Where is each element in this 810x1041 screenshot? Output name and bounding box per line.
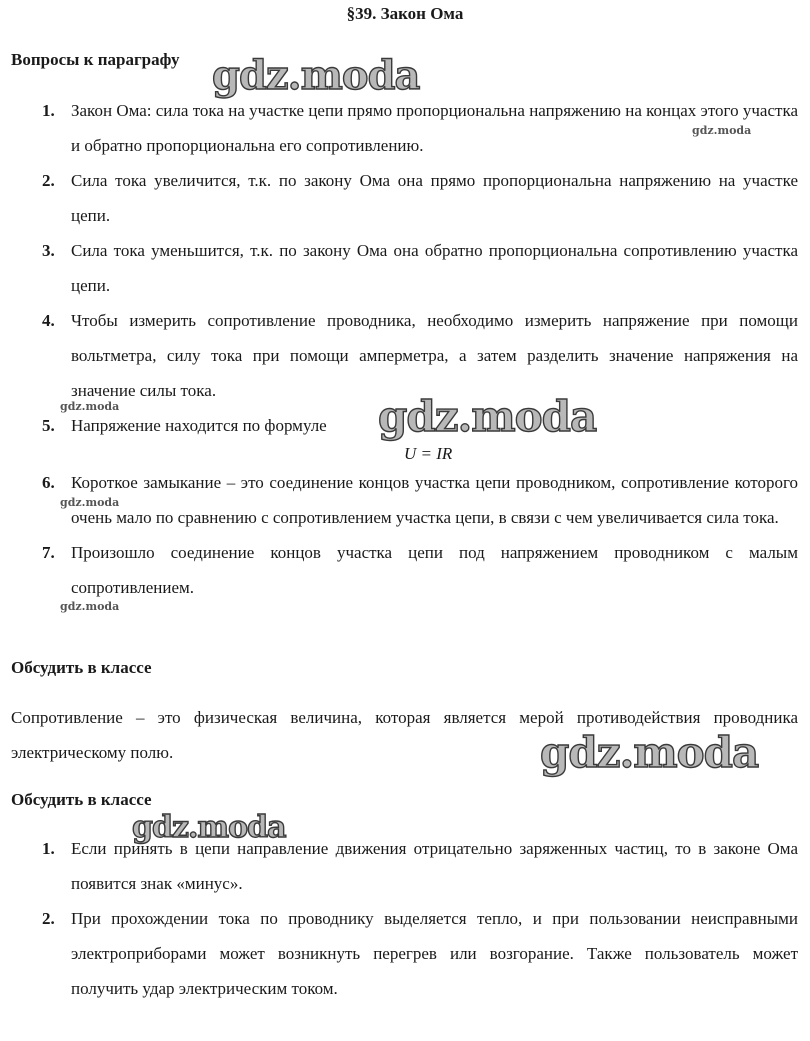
- questions-list: [42, 93, 798, 605]
- item-number: 6.: [42, 473, 55, 492]
- item-number: 1.: [42, 839, 55, 858]
- watermark-small: gdz.moda: [60, 496, 120, 509]
- item-number: 1.: [42, 101, 55, 120]
- list-item: [42, 163, 798, 233]
- item-text: Сила тока уменьшится, т.к. по закону Ома она обратно пропорциональна сопротивлению участка цепи.: [71, 241, 798, 295]
- list-item: [42, 93, 798, 163]
- list-item: [42, 465, 798, 535]
- watermark-logo: gdz.moda: [540, 728, 759, 777]
- item-text: Сила тока увеличится, т.к. по закону Ома она прямо пропорциональна напряжению на участке цепи.: [71, 171, 798, 225]
- item-text: Произошло соединение концов участка цепи под напряжением проводником с малым сопротивлением.: [71, 543, 798, 597]
- item-number: 4.: [42, 311, 55, 330]
- watermark-logo: gdz.moda: [212, 52, 420, 99]
- watermark-logo: gdz.moda: [132, 810, 286, 845]
- section-heading-discuss-1: Обсудить в классе: [11, 658, 152, 677]
- item-text: Если принять в цепи направление движения отрицательно заряженных частиц, то в законе Ома появится знак «минус».: [71, 839, 798, 893]
- formula: U = IR: [404, 444, 453, 463]
- discuss-1-paragraph: Сопротивление – это физическая величина, которая является мерой противодействия проводника электрическому полю.: [11, 708, 798, 762]
- item-number: 3.: [42, 241, 55, 260]
- discuss-2-list: [42, 831, 798, 1006]
- item-number: 7.: [42, 543, 55, 562]
- item-number: 2.: [42, 171, 55, 190]
- watermark-small: gdz.moda: [692, 124, 752, 137]
- list-item: [42, 901, 798, 1006]
- item-number: 5.: [42, 416, 55, 435]
- item-text: Короткое замыкание – это соединение концов участка цепи проводником, сопротивление которого очень мало по сравнению с сопротивлением участка цепи, в связи с чем увеличивается сила тока.: [71, 473, 798, 527]
- page-title: §39. Закон Ома: [346, 4, 464, 23]
- item-text: Закон Ома: сила тока на участке цепи прямо пропорциональна напряжению на концах этого участка и обратно пропорциональна его сопротивлению.: [71, 101, 798, 155]
- list-item: [42, 831, 798, 901]
- watermark-logo: gdz.moda: [378, 392, 597, 441]
- item-text: При прохождении тока по проводнику выделяется тепло, и при пользовании неисправными электроприборами может возникнуть перегрев или возгорание. Также пользователь может получить удар электрическим током.: [71, 909, 798, 998]
- list-item: [42, 233, 798, 303]
- watermark-small: gdz.moda: [60, 600, 120, 613]
- section-heading-discuss-2: Обсудить в классе: [11, 790, 152, 809]
- item-number: 2.: [42, 909, 55, 928]
- list-item: [42, 535, 798, 605]
- list-item: [42, 303, 798, 408]
- watermark-small: gdz.moda: [60, 400, 120, 413]
- item-text: Напряжение находится по формуле: [71, 416, 327, 435]
- item-text: Чтобы измерить сопротивление проводника, необходимо измерить напряжение при помощи вольтметра, силу тока при помощи амперметра, а затем разделить значение напряжения на значение силы тока.: [71, 311, 798, 400]
- section-heading-questions: Вопросы к параграфу: [11, 50, 180, 69]
